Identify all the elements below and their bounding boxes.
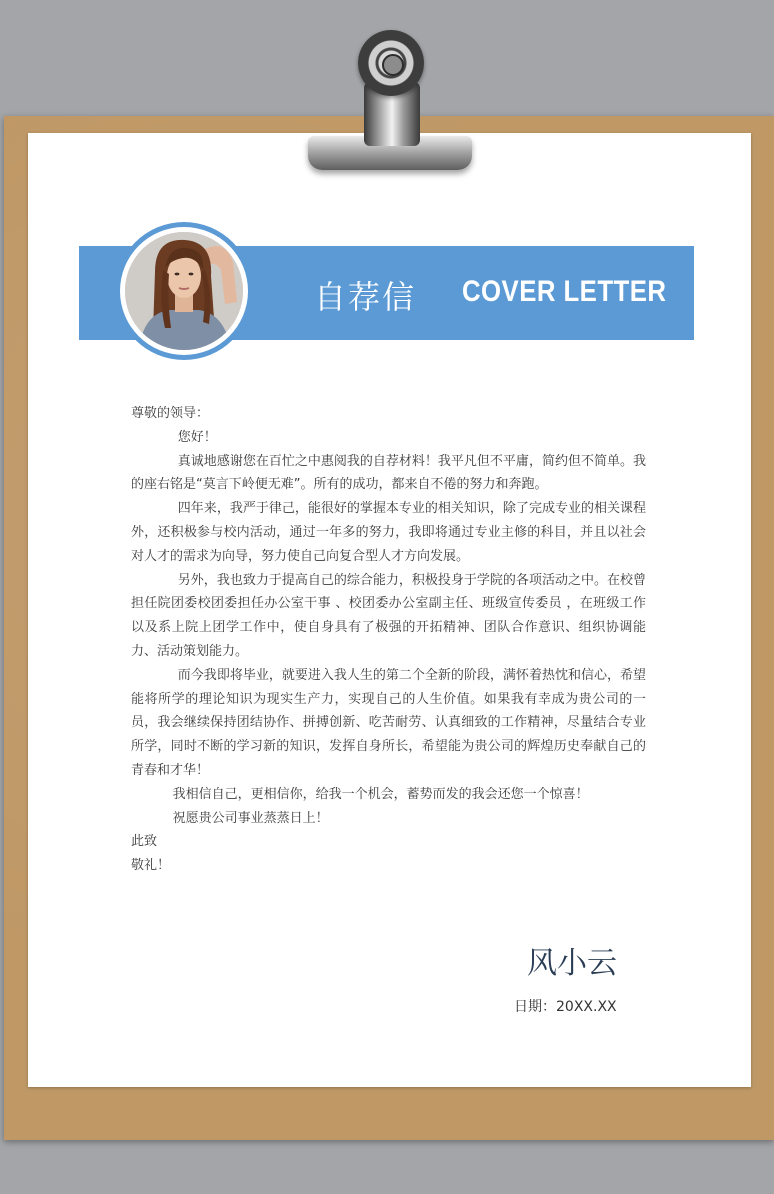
- clip-hole: [382, 54, 404, 76]
- regards-line-1: 此致: [131, 834, 158, 850]
- title-english: COVER LETTER: [462, 275, 667, 308]
- closing-line-2: 祝愿贵公司事业蒸蒸日上！: [172, 810, 329, 826]
- paragraph-1: 真诚地感谢您在百忙之中惠阅我的自荐材料！我平凡但不平庸，简约但不简单。我的座右铭是“莫言下岭便无难”。所有的成功，都来自不倦的努力和奔跑。: [131, 453, 646, 493]
- paragraph-3: 另外，我也致力于提高自己的综合能力，积极投身于学院的各项活动之中。在校曾担任院团委校团委担任办公室干事 、校团委办公室副主任、班级宣传委员 ，在班级工作以及系上院上团学工作中，使自身具有了极强的开拓精神、团队合作意识、组织协调能力、活动策划能力。: [131, 572, 646, 659]
- regards-line-2: 敬礼！: [131, 858, 171, 874]
- signature-date: 日期：20XX.XX: [514, 999, 617, 1015]
- avatar: [115, 222, 253, 360]
- greeting: 您好！: [177, 429, 217, 445]
- closing-line-1: 我相信自己，更相信你，给我一个机会，蓄势而发的我会还您一个惊喜！: [172, 786, 589, 802]
- letter-body: [131, 402, 646, 878]
- title-chinese: 自荐信: [314, 278, 417, 316]
- portrait-photo-icon: [125, 232, 243, 350]
- paragraph-4: 而今我即将毕业，就要进入我人生的第二个全新的阶段，满怀着热忱和信心，希望能将所学的理论知识为现实生产力，实现自己的人生价值。如果我有幸成为贵公司的一员，我会继续保持团结协作、拼搏创新、吃苦耐劳、认真细致的工作精神，尽量结合专业所学，同时不断的学习新的知识，发挥自身所长，希望能为贵公司的辉煌历史奉献自己的青春和才华！: [131, 667, 646, 778]
- paragraph-2: 四年来，我严于律己，能很好的掌握本专业的相关知识，除了完成专业的相关课程外，还积极参与校内活动，通过一年多的努力，我即将通过专业主修的科目，并且以社会对人才的需求为向导，努力使自己向复合型人才方向发展。: [131, 501, 646, 564]
- avatar-frame: [120, 227, 248, 355]
- salutation: 尊敬的领导：: [131, 406, 210, 421]
- signature-name: 风小云: [527, 946, 617, 981]
